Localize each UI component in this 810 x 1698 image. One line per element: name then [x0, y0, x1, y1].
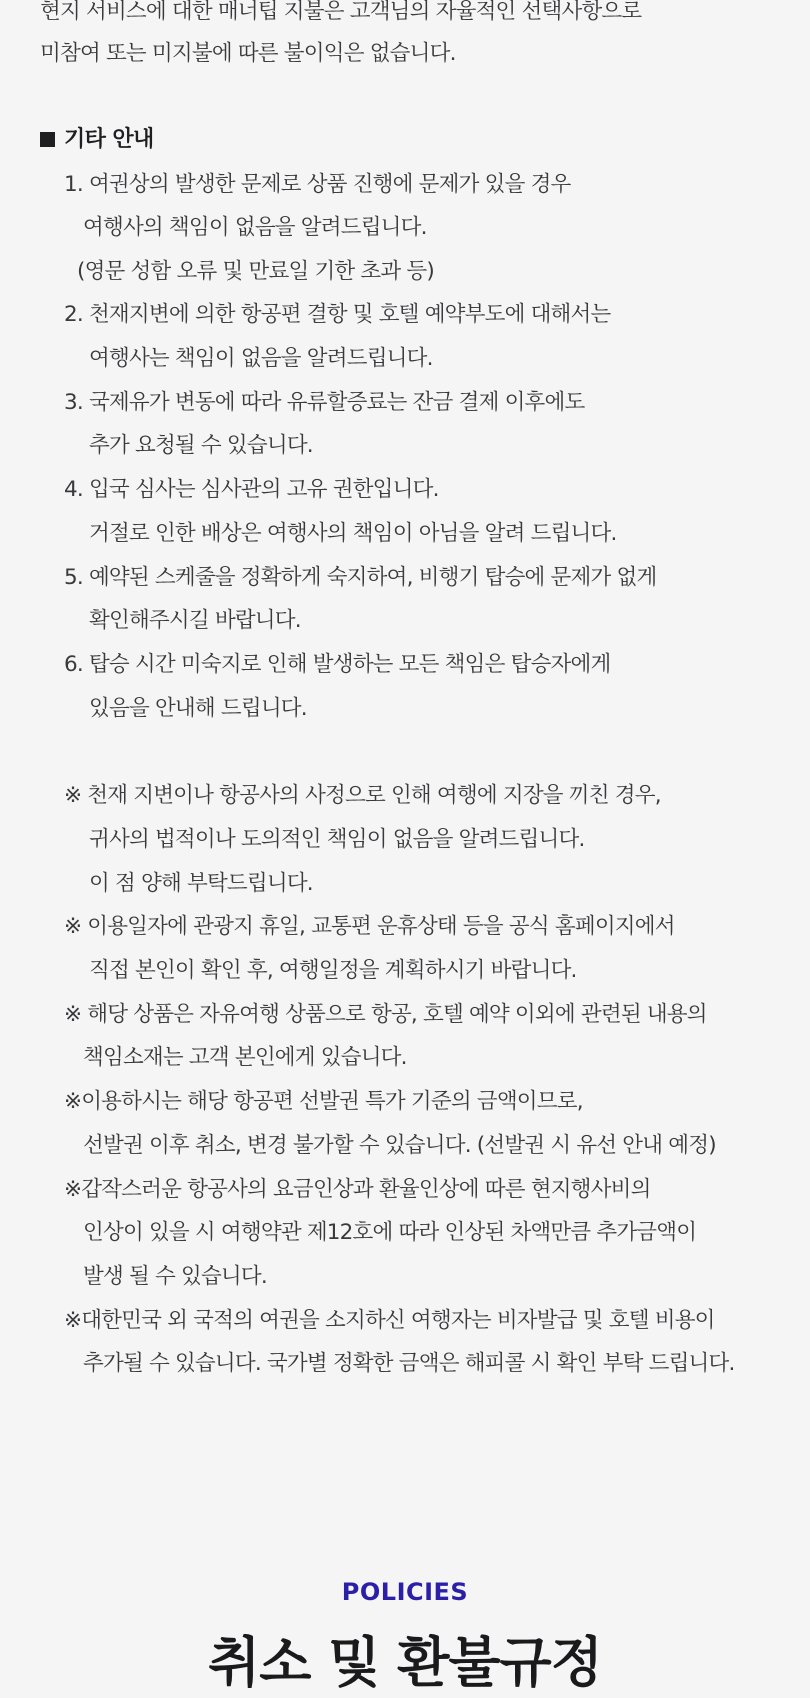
note-item: ※ 이용일자에 관광지 휴일, 교통편 운휴상태 등을 공식 홈페이지에서: [64, 914, 675, 939]
list-item-continuation: 여행사는 책임이 없음을 알려드립니다.: [89, 346, 433, 371]
list-item: 1. 여권상의 발생한 문제로 상품 진행에 문제가 있을 경우: [64, 172, 571, 197]
note-item-continuation: 발생 될 수 있습니다.: [83, 1264, 267, 1289]
note-item: ※ 해당 상품은 자유여행 상품으로 항공, 호텔 예약 이외에 관련된 내용의: [64, 1002, 707, 1027]
policies-eyebrow: POLICIES: [341, 1578, 469, 1606]
note-item-continuation: 직접 본인이 확인 후, 여행일정을 계획하시기 바랍니다.: [89, 958, 577, 983]
list-item: 4. 입국 심사는 심사관의 고유 권한입니다.: [64, 477, 439, 502]
note-item: ※갑작스러운 항공사의 요금인상과 환율인상에 따른 현지행사비의: [64, 1177, 651, 1202]
list-item-continuation: 추가 요청될 수 있습니다.: [89, 433, 313, 458]
list-item: 6. 탑승 시간 미숙지로 인해 발생하는 모든 책임은 탑승자에게: [64, 652, 611, 677]
intro-line-2: 미참여 또는 미지불에 따른 불이익은 없습니다.: [40, 41, 456, 66]
page-title: 취소 및 환불규정: [208, 1631, 602, 1694]
list-item: 2. 천재지변에 의한 항공편 결항 및 호텔 예약부도에 대해서는: [64, 302, 611, 327]
note-item: ※이용하시는 해당 항공편 선발권 특가 기준의 금액이므로,: [64, 1089, 583, 1114]
section-heading-other-info: [40, 118, 154, 162]
note-item: ※대한민국 외 국적의 여권을 소지하신 여행자는 비자발급 및 호텔 비용이: [64, 1308, 715, 1333]
list-item: 3. 국제유가 변동에 따라 유류할증료는 잔금 결제 이후에도: [64, 390, 585, 415]
note-item: ※ 천재 지변이나 항공사의 사정으로 인해 여행에 지장을 끼친 경우,: [64, 783, 661, 808]
note-item-continuation: 이 점 양해 부탁드립니다.: [89, 871, 313, 896]
note-item-continuation: 인상이 있을 시 여행약관 제12호에 따라 인상된 차액만큼 추가금액이: [83, 1220, 697, 1245]
list-item: 5. 예약된 스케줄을 정확하게 숙지하여, 비행기 탑승에 문제가 없게: [64, 565, 657, 590]
section-heading-label: 기타 안내: [64, 127, 154, 152]
square-bullet-icon: [40, 132, 55, 147]
list-item-continuation: 확인해주시길 바랍니다.: [89, 608, 301, 633]
note-item-continuation: 귀사의 법적이나 도의적인 책임이 없음을 알려드립니다.: [89, 827, 585, 852]
intro-line-1: 현지 서비스에 대한 매너팁 지불은 고객님의 자율적인 선택사항으로: [40, 0, 642, 24]
list-item-continuation: 여행사의 책임이 없음을 알려드립니다.: [83, 215, 427, 240]
note-item-continuation: 책임소재는 고객 본인에게 있습니다.: [83, 1045, 407, 1070]
list-item-continuation: 있음을 안내해 드립니다.: [89, 696, 307, 721]
note-item-continuation: 선발권 이후 취소, 변경 불가할 수 있습니다. (선발권 시 유선 안내 예정): [83, 1133, 716, 1158]
list-item-continuation: (영문 성함 오류 및 만료일 기한 초과 등): [77, 259, 434, 284]
note-item-continuation: 추가될 수 있습니다. 국가별 정확한 금액은 해피콜 시 확인 부탁 드립니다.: [83, 1351, 735, 1376]
list-item-continuation: 거절로 인한 배상은 여행사의 책임이 아님을 알려 드립니다.: [89, 521, 617, 546]
